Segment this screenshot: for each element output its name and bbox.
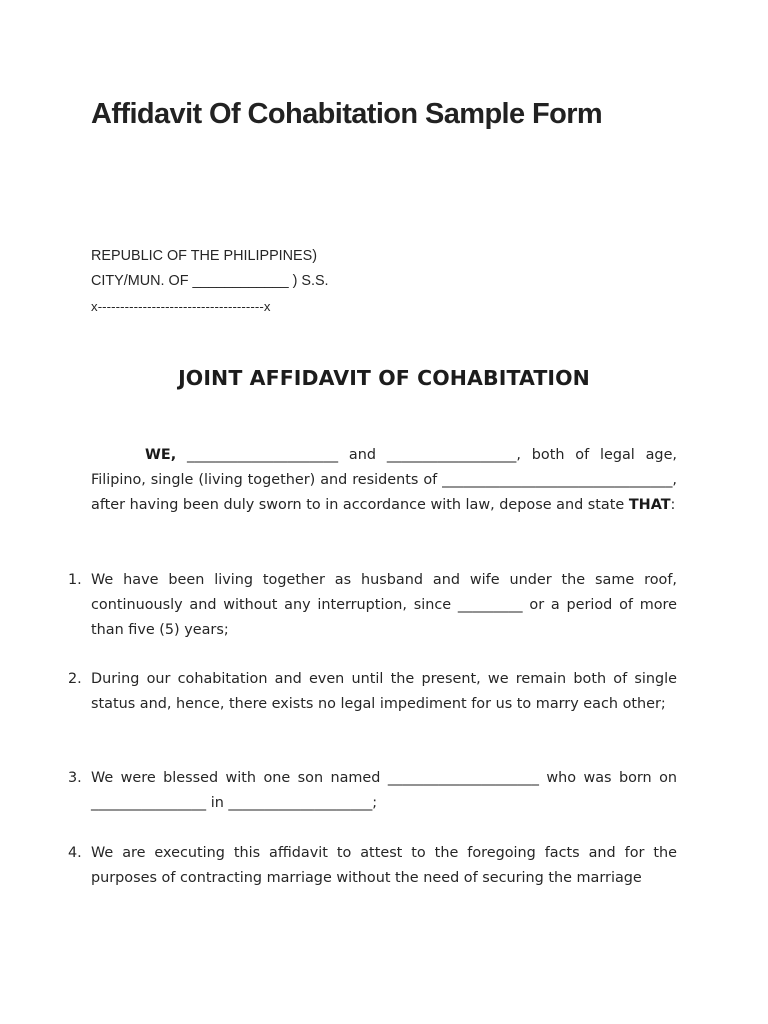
opening-paragraph — [91, 443, 677, 518]
item-number: 1. — [68, 572, 82, 588]
affidavit-heading: JOINT AFFIDAVIT OF COHABITATION — [178, 366, 590, 390]
item-number: 3. — [68, 770, 82, 786]
numbered-item-2 — [68, 667, 677, 717]
opening-text: _____________________ and __________________, both of legal age, Filipino, single (living together) and residents of ________________________________, after having been duly sworn to in accordance with law, depose and state — [91, 447, 677, 513]
item-text: We were blessed with one son named _____________________ who was born on ________________ in ____________________; — [91, 770, 677, 811]
item-text: We are executing this affidavit to attest to the foregoing facts and for the purposes of contracting marriage without the need of securing the marriage — [91, 845, 677, 886]
item-text: During our cohabitation and even until the present, we remain both of single status and, hence, there exists no legal impediment for us to marry each other; — [91, 671, 677, 712]
venue-block — [91, 244, 329, 319]
venue-city-line: CITY/MUN. OF ____________ ) S.S. — [91, 273, 329, 289]
opening-colon: : — [670, 497, 676, 513]
numbered-item-4 — [68, 841, 677, 891]
item-number: 2. — [68, 671, 82, 687]
document-title: Affidavit Of Cohabitation Sample Form — [91, 98, 603, 130]
opening-that: THAT — [628, 497, 671, 513]
item-text: We have been living together as husband and wife under the same roof, continuously and without any interruption, since _________ or a period of more than five (5) years; — [91, 572, 677, 638]
numbered-item-3 — [68, 766, 677, 816]
opening-we: WE, — [145, 447, 177, 463]
item-number: 4. — [68, 845, 82, 861]
venue-republic-line: REPUBLIC OF THE PHILIPPINES) — [91, 248, 318, 264]
numbered-item-1 — [68, 568, 677, 643]
venue-separator-line: x-------------------------------------x — [91, 299, 271, 314]
